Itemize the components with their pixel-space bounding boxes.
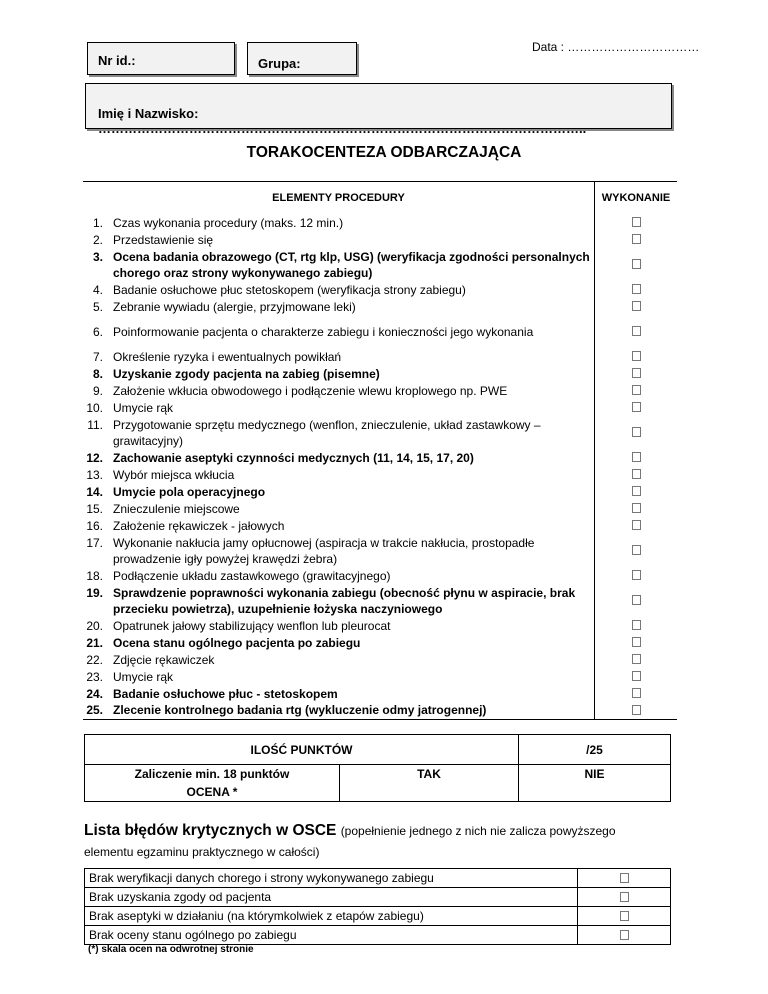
critical-error-row [85,869,671,888]
procedure-item-number: 4. [92,282,103,297]
procedure-item [83,702,595,719]
procedure-item [83,365,595,382]
critical-error-checkbox[interactable] [620,911,629,921]
procedure-item [83,668,595,685]
done-cell [595,231,678,248]
procedure-item-number: 6. [92,324,103,339]
critical-error-row [85,926,671,945]
critical-error-row [85,888,671,907]
procedure-item [83,617,595,634]
procedure-item-text: Zlecenie kontrolnego badania rtg (wykluczenie odmy jatrogennej) [113,703,487,718]
procedure-item-text: Sprawdzenie poprawności wykonania zabiegu (obecność płynu w aspiracie, brak przecieku powietrza), uzupełnienie łożyska naczyniowego [113,585,576,616]
critical-error-check-cell [578,926,671,945]
procedure-item [83,214,595,231]
procedure-row [83,617,677,634]
done-cell [595,483,678,500]
done-checkbox[interactable] [632,705,641,715]
procedure-item-text: Znieczulenie miejscowe [113,501,240,516]
critical-error-row [85,907,671,926]
critical-errors-title [84,822,616,840]
procedure-item-number: 5. [92,299,103,314]
procedure-item-text: Poinformowanie pacjenta o charakterze zabiegu i konieczności jego wykonania [113,324,534,339]
procedure-item [83,651,595,668]
critical-error-text: Brak weryfikacji danych chorego i strony wykonywanego zabiegu [85,869,578,888]
procedure-item-text: Założenie wkłucia obwodowego i podłączenie wlewu kroplowego np. PWE [113,383,508,398]
done-cell [595,668,678,685]
done-cell [595,348,678,365]
procedure-item-number: 22. [86,652,103,667]
procedure-item-text: Umycie rąk [113,400,174,415]
grupa-label: Grupa: [258,56,301,71]
done-checkbox[interactable] [632,671,641,681]
procedure-item-text: Ocena stanu ogólnego pacjenta po zabiegu [113,635,361,650]
done-cell [595,399,678,416]
procedure-item [83,685,595,702]
procedure-row [83,416,677,449]
pass-cell [85,765,340,802]
procedure-item-number: 21. [86,635,103,650]
procedure-item-text: Zdjęcie rękawiczek [113,652,215,667]
procedure-item [83,315,595,348]
done-checkbox[interactable] [632,301,641,311]
no-cell[interactable] [519,765,671,802]
procedure-row [83,685,677,702]
procedure-row [83,365,677,382]
done-cell [595,315,678,348]
procedure-item-number: 12. [86,450,103,465]
done-cell [595,214,678,231]
procedure-row [83,298,677,315]
date-field: Data : …………………………… [532,40,700,54]
procedure-table [83,181,677,720]
done-checkbox[interactable] [632,520,641,530]
procedure-item [83,382,595,399]
critical-note: elementu egzaminu praktycznego w całości) [84,845,320,859]
procedure-item-number: 19. [86,585,103,600]
critical-error-check-cell [578,907,671,926]
procedure-row [83,248,677,281]
critical-error-check-cell [578,888,671,907]
procedure-item-number: 1. [92,215,103,230]
procedure-item [83,483,595,500]
procedure-item-number: 8. [92,366,103,381]
points-value: /25 [519,735,671,765]
procedure-item [83,449,595,466]
procedure-item-text: Wybór miejsca wkłucia [113,467,235,482]
critical-error-text: Brak oceny stanu ogólnego po zabiegu [85,926,578,945]
footnote: (*) skala ocen na odwrotnej stronie [88,944,254,955]
procedure-item [83,416,595,449]
nr-id-label: Nr id.: [98,53,136,68]
procedure-row [83,315,677,348]
procedure-item [83,567,595,584]
critical-error-checkbox[interactable] [620,892,629,902]
procedure-row [83,399,677,416]
done-checkbox[interactable] [632,570,641,580]
procedure-item-number: 3. [92,249,103,264]
procedure-item [83,534,595,567]
points-label: ILOŚĆ PUNKTÓW [85,735,519,765]
pass-label: Zaliczenie min. 18 punktów [134,767,290,781]
procedure-row [83,567,677,584]
procedure-item [83,231,595,248]
done-checkbox[interactable] [632,427,641,437]
procedure-row [83,466,677,483]
done-checkbox[interactable] [632,234,641,244]
done-checkbox[interactable] [632,654,641,664]
procedure-row [83,281,677,298]
procedure-item-number: 2. [92,232,103,247]
procedure-item-number: 13. [86,467,103,482]
done-cell [595,617,678,634]
nr-id-field[interactable] [87,42,235,75]
critical-error-check-cell [578,869,671,888]
done-cell [595,567,678,584]
grupa-field[interactable] [247,42,357,75]
procedure-item-number: 14. [86,484,103,499]
name-label: Imię i Nazwisko: ………………………………………………………………………………………………….. [98,106,587,136]
procedure-item-text: Podłączenie układu zastawkowego (grawitacyjnego) [113,568,391,583]
col-done-header: WYKONANIE [595,182,678,215]
procedure-item-text: Wykonanie nakłucia jamy opłucnowej (aspiracja w trakcie nakłucia, prostopadłe prowadzenie igły powyżej krawędzi żebra) [113,535,535,566]
procedure-item-text: Zachowanie aseptyki czynności medycznych (11, 14, 15, 17, 20) [113,450,474,465]
critical-error-text: Brak aseptyki w działaniu (na którymkolwiek z etapów zabiegu) [85,907,578,926]
procedure-row [83,500,677,517]
done-checkbox[interactable] [632,385,641,395]
done-cell [595,248,678,281]
done-checkbox[interactable] [632,620,641,630]
procedure-item-number: 18. [86,568,103,583]
done-cell [595,466,678,483]
done-checkbox[interactable] [632,503,641,513]
grade-label: OCENA * [186,785,238,799]
page-title: TORAKOCENTEZA ODBARCZAJĄCA [246,144,522,161]
done-checkbox[interactable] [632,351,641,361]
procedure-row [83,584,677,617]
done-checkbox[interactable] [632,217,641,227]
procedure-item-number: 23. [86,669,103,684]
procedure-item-number: 15. [86,501,103,516]
procedure-row [83,668,677,685]
critical-errors-table [84,868,671,945]
done-checkbox[interactable] [632,402,641,412]
no-label: NIE [584,767,605,781]
procedure-item [83,584,595,617]
procedure-item-number: 20. [86,618,103,633]
procedure-row [83,534,677,567]
done-cell [595,651,678,668]
procedure-item [83,517,595,534]
procedure-item [83,500,595,517]
critical-title-text: Lista błędów krytycznych w OSCE [84,822,337,839]
done-cell [595,685,678,702]
done-cell [595,365,678,382]
critical-title-note: (popełnienie jednego z nich nie zalicza powyższego [340,824,616,838]
procedure-item [83,348,595,365]
procedure-row [83,483,677,500]
procedure-item-text: Opatrunek jałowy stabilizujący wenflon lub pleurocat [113,618,391,633]
done-checkbox[interactable] [632,688,641,698]
done-cell [595,517,678,534]
procedure-body [83,214,677,719]
procedure-item-text: Badanie osłuchowe płuc stetoskopem (weryfikacja strony zabiegu) [113,282,466,297]
done-cell [595,281,678,298]
done-cell [595,298,678,315]
procedure-item-number: 25. [86,703,103,718]
yes-label: TAK [417,767,441,781]
procedure-item [83,634,595,651]
col-elements-header: ELEMENTY PROCEDURY [83,182,595,215]
done-checkbox[interactable] [632,368,641,378]
done-checkbox[interactable] [632,595,641,605]
procedure-row [83,231,677,248]
done-checkbox[interactable] [632,259,641,269]
done-checkbox[interactable] [632,284,641,294]
procedure-item-text: Umycie pola operacyjnego [113,484,266,499]
procedure-item [83,281,595,298]
procedure-row [83,634,677,651]
done-cell [595,382,678,399]
procedure-row [83,382,677,399]
done-checkbox[interactable] [632,545,641,555]
done-cell [595,634,678,651]
critical-error-checkbox[interactable] [620,873,629,883]
procedure-item-text: Ocena badania obrazowego (CT, rtg klp, USG) (weryfikacja zgodności personalnych chorego oraz strony wykonywanego zabiegu) [113,249,590,280]
done-checkbox[interactable] [632,452,641,462]
procedure-item [83,466,595,483]
procedure-row [83,702,677,719]
done-checkbox[interactable] [632,469,641,479]
procedure-item-text: Określenie ryzyka i ewentualnych powikłań [113,349,342,364]
done-cell [595,449,678,466]
done-checkbox[interactable] [632,326,641,336]
procedure-item-number: 7. [92,349,103,364]
procedure-item-number: 17. [86,535,103,550]
procedure-item-text: Uzyskanie zgody pacjenta na zabieg (pisemne) [113,366,380,381]
done-cell [595,500,678,517]
procedure-row [83,517,677,534]
name-field[interactable] [85,83,672,136]
procedure-item-text: Przedstawienie się [113,232,214,247]
score-table [84,734,671,802]
procedure-item [83,298,595,315]
yes-cell[interactable] [340,765,519,802]
procedure-row [83,449,677,466]
procedure-item-text: Badanie osłuchowe płuc - stetoskopem [113,686,338,701]
procedure-item-number: 9. [92,383,103,398]
done-cell [595,534,678,567]
procedure-row [83,214,677,231]
procedure-item-number: 10. [86,400,103,415]
procedure-item-text: Przygotowanie sprzętu medycznego (wenflon, znieczulenie, układ zastawkowy – grawitacyjny) [113,417,541,448]
procedure-item-text: Zebranie wywiadu (alergie, przyjmowane leki) [113,299,356,314]
critical-error-checkbox[interactable] [620,930,629,940]
procedure-item-text: Założenie rękawiczek - jałowych [113,518,285,533]
done-cell [595,584,678,617]
critical-error-text: Brak uzyskania zgody od pacjenta [85,888,578,907]
done-checkbox[interactable] [632,637,641,647]
done-checkbox[interactable] [632,486,641,496]
procedure-item-number: 24. [86,686,103,701]
procedure-item-text: Czas wykonania procedury (maks. 12 min.) [113,215,344,230]
done-cell [595,702,678,719]
procedure-item [83,248,595,281]
procedure-row [83,651,677,668]
procedure-item-number: 11. [87,417,103,432]
procedure-item [83,399,595,416]
procedure-item-text: Umycie rąk [113,669,174,684]
procedure-row [83,348,677,365]
done-cell [595,416,678,449]
procedure-item-number: 16. [86,518,103,533]
